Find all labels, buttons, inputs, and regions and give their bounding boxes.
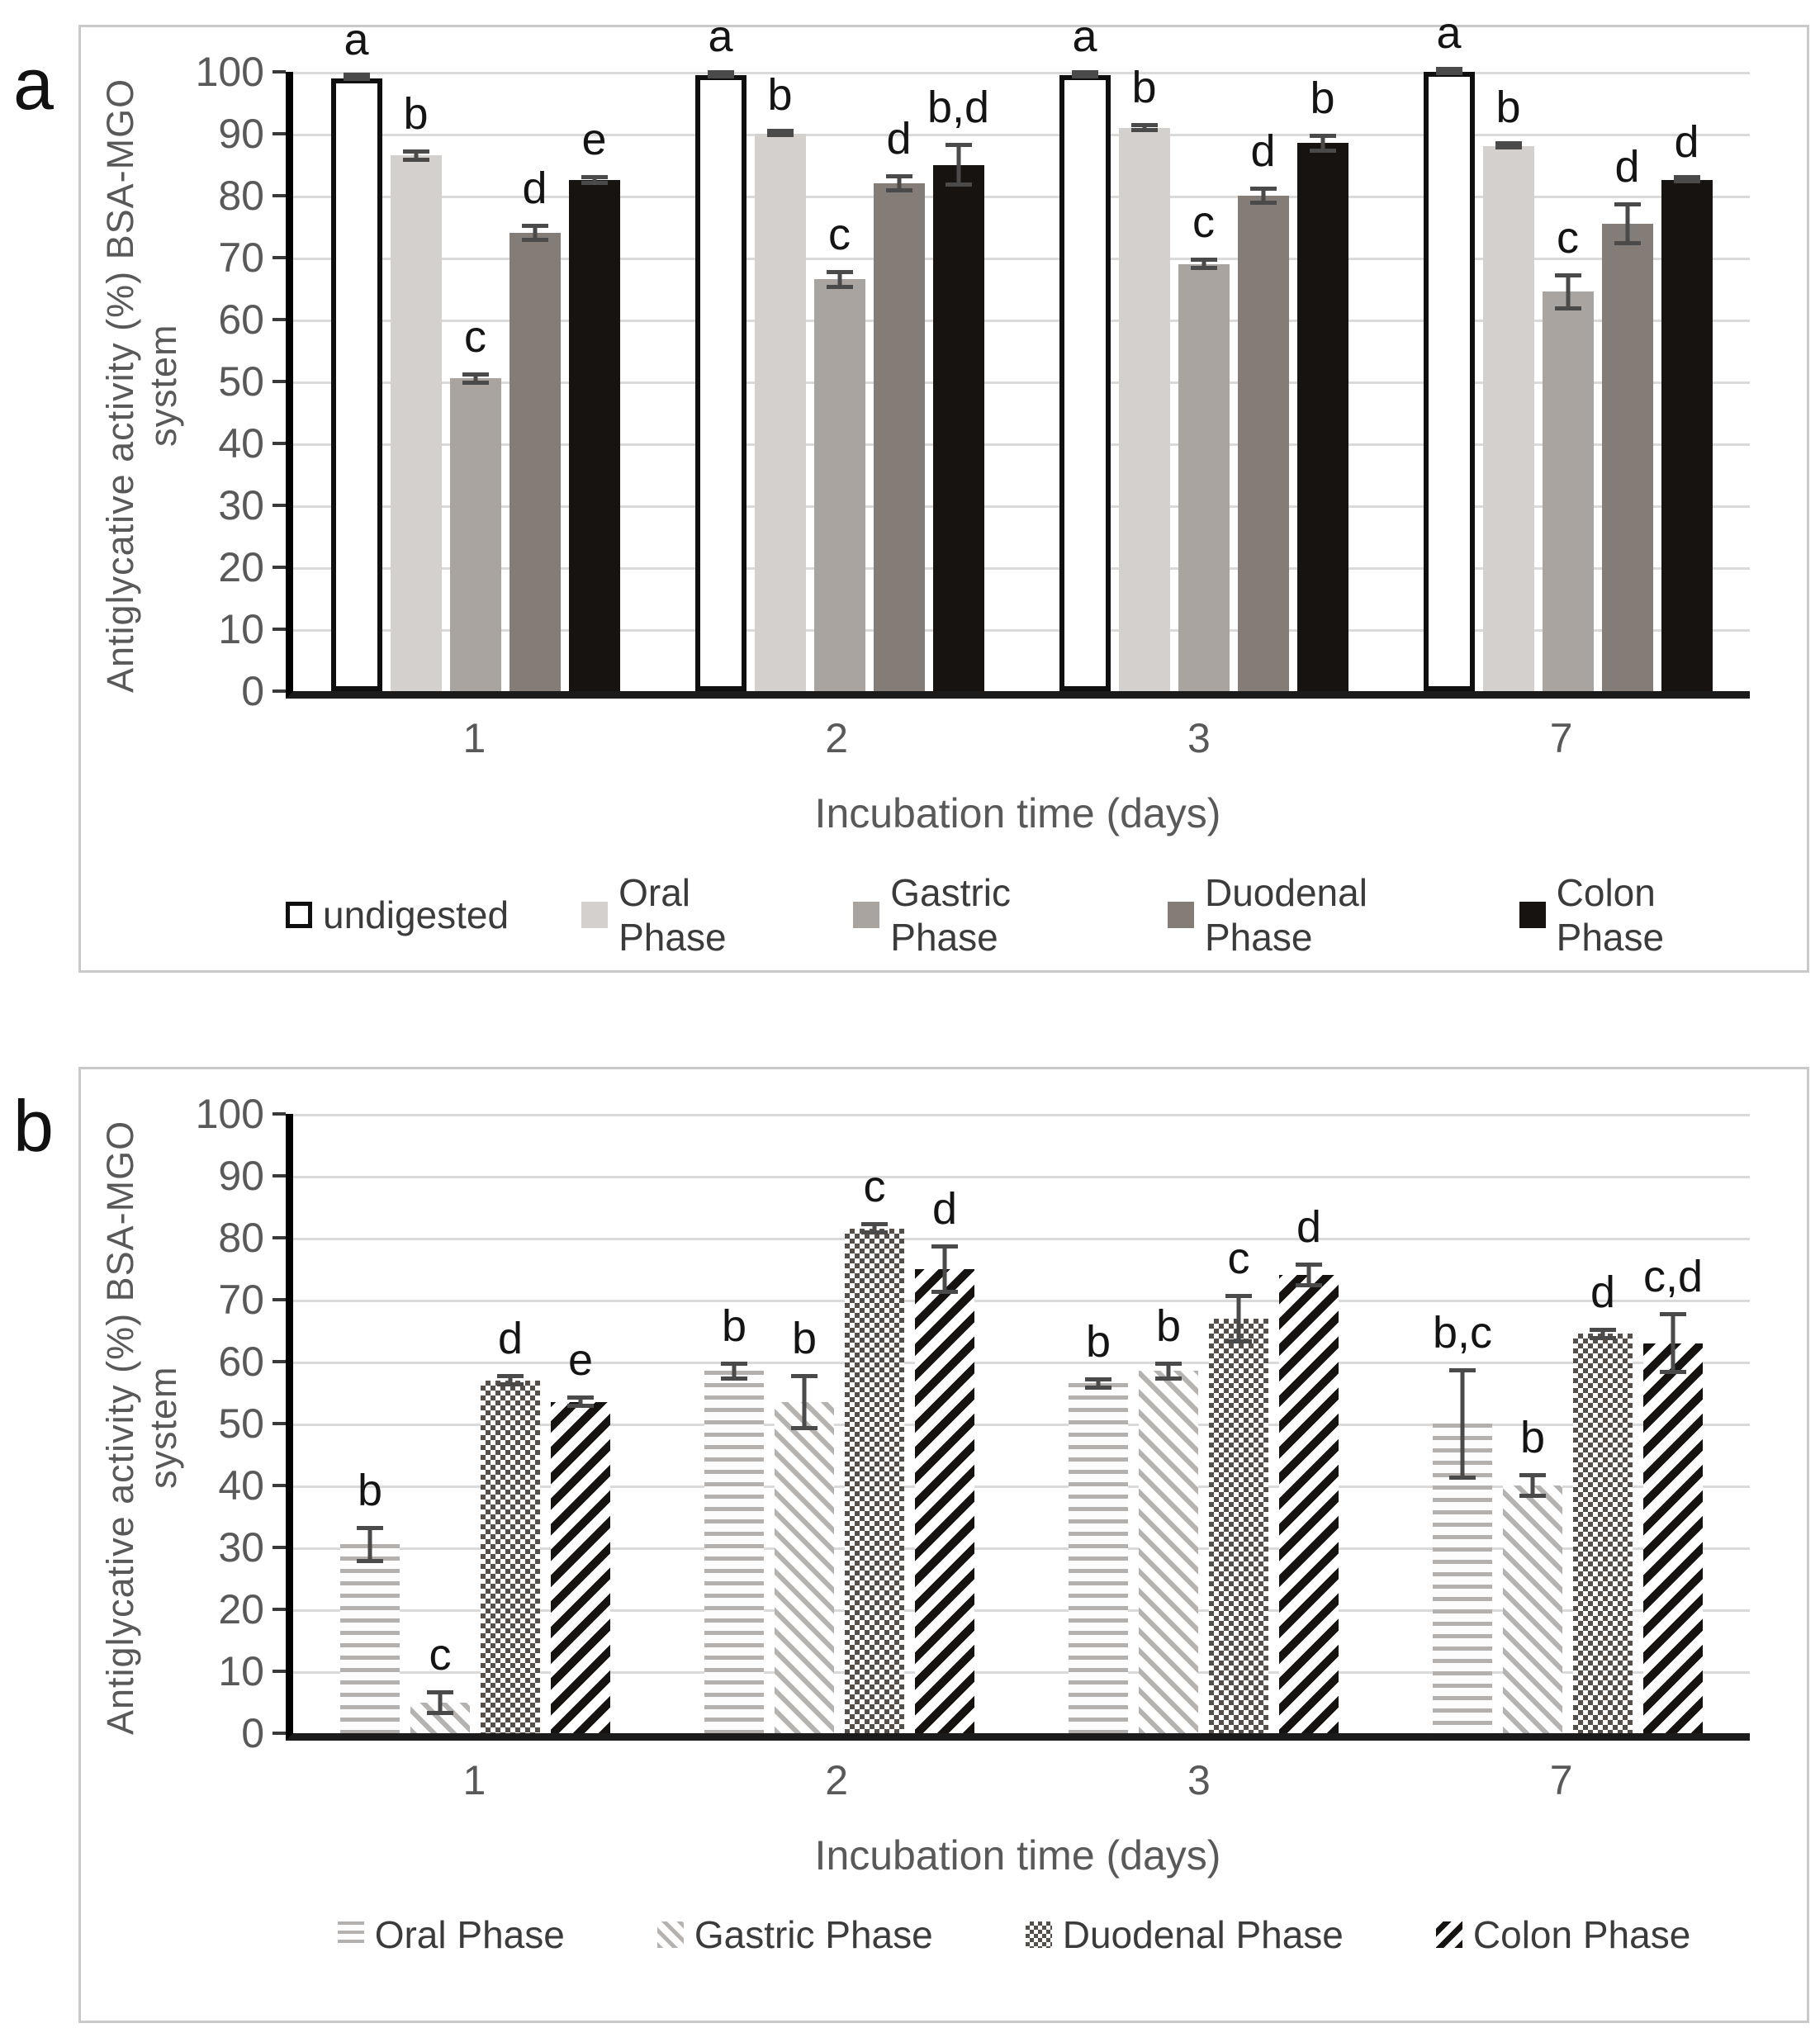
y-tick-mark bbox=[273, 318, 286, 321]
bar-gastric-phase bbox=[1139, 1371, 1198, 1733]
significance-letter: b bbox=[1519, 1413, 1546, 1462]
y-axis-b bbox=[175, 1091, 286, 1756]
bar-colon-phase bbox=[551, 1402, 610, 1733]
y-tick-mark bbox=[273, 1174, 286, 1177]
significance-letter: a bbox=[708, 12, 733, 61]
error-bar bbox=[1436, 67, 1462, 75]
error-bar bbox=[497, 1374, 524, 1386]
bar-slot bbox=[695, 12, 746, 691]
bar-group bbox=[1021, 1114, 1386, 1733]
y-tick-label: 30 bbox=[218, 1524, 264, 1571]
y-tick-label: 30 bbox=[218, 482, 264, 528]
y-axis-title-b: Antiglycative activity (%) BSA-MGO system bbox=[99, 1120, 184, 1736]
error-bar bbox=[344, 73, 370, 81]
bar-duodenal-phase bbox=[874, 183, 925, 691]
error-bar bbox=[1519, 1473, 1546, 1498]
error-bar bbox=[1225, 1294, 1252, 1343]
bar-group bbox=[1021, 12, 1386, 691]
y-tick-label: 10 bbox=[218, 606, 264, 652]
bar-slot bbox=[1139, 1114, 1198, 1733]
bar-slot bbox=[1433, 1114, 1492, 1733]
y-tick-mark bbox=[273, 1360, 286, 1363]
bar-slot bbox=[874, 72, 925, 691]
bar-slot bbox=[1543, 72, 1594, 691]
y-tick-label: 90 bbox=[218, 1153, 264, 1199]
bar-oral-phase bbox=[755, 134, 806, 691]
bar-gastric-phase bbox=[450, 378, 501, 691]
legend-label: Duodenal Phase bbox=[1205, 871, 1367, 959]
significance-letter: d bbox=[1674, 116, 1699, 167]
panel-b-label: b bbox=[13, 1085, 54, 1167]
bar-gastric-phase bbox=[814, 279, 865, 691]
significance-letter: a bbox=[1072, 12, 1097, 61]
legend-label: Duodenal Phase bbox=[1062, 1913, 1344, 1956]
x-category-label: 2 bbox=[825, 715, 849, 761]
bar-gastric-phase bbox=[1543, 291, 1594, 691]
error-bar bbox=[1614, 202, 1641, 246]
y-tick-label: 20 bbox=[218, 544, 264, 590]
bar-oral-phase bbox=[1119, 128, 1170, 692]
error-bar bbox=[708, 70, 734, 78]
legend-glyph-duodenal-phase bbox=[1026, 1921, 1052, 1948]
y-tick-label: 40 bbox=[218, 1462, 264, 1509]
bar-slot bbox=[340, 1114, 400, 1733]
y-tick-mark bbox=[273, 380, 286, 383]
legend-label: Colon Phase bbox=[1556, 871, 1665, 959]
bar-colon-phase bbox=[1643, 1343, 1703, 1734]
bar-gastric-phase bbox=[1503, 1485, 1562, 1733]
y-tick-label: 60 bbox=[218, 1339, 264, 1385]
bar-oral-phase bbox=[704, 1371, 764, 1733]
legend-item-oral-phase bbox=[338, 1912, 565, 1957]
significance-letter: c,d bbox=[1642, 1252, 1704, 1301]
y-tick-label: 70 bbox=[218, 1277, 264, 1323]
chart-a-area bbox=[81, 8, 1807, 960]
x-category-label: 1 bbox=[462, 1757, 486, 1803]
y-tick-mark bbox=[273, 1546, 286, 1549]
error-bar bbox=[1296, 1263, 1322, 1287]
bar-slot bbox=[450, 72, 501, 691]
bar-group bbox=[1386, 1114, 1750, 1733]
y-tick-mark bbox=[273, 132, 286, 135]
significance-letter: d bbox=[522, 163, 547, 213]
y-tick-label: 50 bbox=[218, 358, 264, 405]
y-tick-mark bbox=[273, 442, 286, 445]
legend-a bbox=[286, 870, 1742, 960]
legend-glyph-oral-phase bbox=[338, 1921, 364, 1948]
error-bar bbox=[1449, 1368, 1476, 1480]
significance-letter: b bbox=[1085, 1316, 1111, 1367]
significance-letter: c bbox=[1557, 212, 1579, 263]
bar-slot bbox=[1483, 72, 1534, 691]
x-category-label: 3 bbox=[1187, 1757, 1211, 1803]
bar-slot bbox=[1069, 1114, 1128, 1733]
significance-letter: b,d bbox=[927, 83, 990, 133]
y-tick-mark bbox=[273, 1236, 286, 1239]
x-axis-labels-b bbox=[293, 1741, 1742, 1820]
significance-letter: d bbox=[931, 1183, 958, 1234]
significance-letter: a bbox=[1436, 8, 1462, 59]
x-category-label: 7 bbox=[1549, 1757, 1573, 1803]
bar-slot bbox=[551, 1114, 610, 1733]
error-bar bbox=[861, 1222, 888, 1234]
error-bar bbox=[1191, 258, 1217, 270]
bar-slot bbox=[775, 1114, 834, 1733]
bar-duodenal-phase bbox=[1209, 1319, 1268, 1734]
error-bar bbox=[1555, 273, 1581, 310]
error-bar bbox=[827, 270, 853, 289]
bar-oral-phase bbox=[1069, 1383, 1128, 1733]
legend-label: Oral Phase bbox=[374, 1913, 565, 1956]
bar-slot bbox=[1279, 1114, 1339, 1733]
legend-item-duodenal-phase bbox=[1168, 870, 1447, 960]
significance-letter: a bbox=[344, 14, 369, 64]
y-tick-label: 0 bbox=[241, 1710, 264, 1756]
y-axis-a bbox=[175, 49, 286, 714]
y-tick-label: 90 bbox=[218, 111, 264, 157]
error-bar bbox=[1072, 70, 1098, 78]
y-tick-label: 50 bbox=[218, 1400, 264, 1447]
legend-glyph-colon-phase bbox=[1436, 1921, 1462, 1948]
bar-slot bbox=[1424, 8, 1475, 691]
error-bar bbox=[1310, 134, 1336, 153]
bar-undigested bbox=[695, 75, 746, 691]
error-bar bbox=[1660, 1312, 1686, 1374]
significance-letter: c bbox=[863, 1162, 886, 1212]
significance-letter: c bbox=[1192, 197, 1215, 247]
bar-group bbox=[293, 1114, 657, 1733]
y-tick-mark bbox=[273, 1732, 286, 1735]
y-axis-title-a: Antiglycative activity (%) BSA-MGO system bbox=[99, 78, 184, 694]
plot-area-a bbox=[286, 8, 1750, 699]
bar-duodenal-phase bbox=[845, 1229, 904, 1733]
y-tick-mark bbox=[273, 1298, 286, 1301]
x-category-label: 1 bbox=[462, 715, 486, 761]
y-tick-label: 70 bbox=[218, 235, 264, 281]
significance-letter: e bbox=[581, 115, 607, 165]
error-bar bbox=[721, 1362, 747, 1381]
significance-letter: d bbox=[1590, 1267, 1616, 1317]
legend-label: Colon Phase bbox=[1472, 1913, 1691, 1956]
bar-slot bbox=[755, 72, 806, 691]
bar-group bbox=[657, 1114, 1021, 1733]
bar-duodenal-phase bbox=[481, 1381, 540, 1734]
bar-colon-phase bbox=[933, 165, 984, 692]
y-tick-mark bbox=[273, 1608, 286, 1611]
error-bar bbox=[427, 1690, 453, 1715]
bar-slot bbox=[704, 1114, 764, 1733]
bar-colon-phase bbox=[1279, 1275, 1339, 1733]
significance-letter: b bbox=[1495, 83, 1521, 133]
bar-slot bbox=[331, 14, 382, 691]
bar-slot bbox=[569, 72, 620, 691]
bar-slot bbox=[1602, 72, 1653, 691]
y-tick-mark bbox=[273, 256, 286, 259]
y-tick-label: 100 bbox=[195, 1091, 264, 1137]
bar-duodenal-phase bbox=[510, 233, 561, 691]
legend-item-oral-phase bbox=[581, 870, 780, 960]
bar-slot bbox=[1209, 1114, 1268, 1733]
bar-slot bbox=[410, 1114, 470, 1733]
significance-letter: b bbox=[357, 1465, 383, 1515]
bar-colon-phase bbox=[1661, 180, 1713, 691]
panel-a-label: a bbox=[13, 43, 54, 125]
x-axis-labels-a bbox=[293, 699, 1742, 778]
significance-letter: b bbox=[1310, 73, 1335, 123]
y-tick-mark bbox=[273, 1112, 286, 1116]
error-bar bbox=[1250, 187, 1277, 206]
y-tick-mark bbox=[273, 1484, 286, 1487]
y-tick-mark bbox=[273, 70, 286, 73]
significance-letter: b bbox=[403, 88, 429, 139]
bar-duodenal-phase bbox=[1573, 1334, 1633, 1733]
error-bar bbox=[462, 372, 489, 385]
bar-slot bbox=[1059, 12, 1111, 691]
x-category-label: 2 bbox=[825, 1757, 849, 1803]
bar-group bbox=[657, 12, 1021, 691]
significance-letter: c bbox=[429, 1629, 452, 1680]
error-bar bbox=[1590, 1328, 1616, 1340]
significance-letter: d bbox=[497, 1314, 524, 1363]
bar-gastric-phase bbox=[775, 1402, 834, 1733]
y-tick-label: 100 bbox=[195, 49, 264, 95]
significance-letter: e bbox=[567, 1335, 594, 1386]
bar-slot bbox=[915, 1114, 974, 1733]
y-tick-label: 80 bbox=[218, 1215, 264, 1261]
y-tick-mark bbox=[273, 566, 286, 569]
y-tick-label: 0 bbox=[241, 668, 264, 714]
significance-letter: b bbox=[1155, 1301, 1182, 1351]
bar-undigested bbox=[331, 78, 382, 692]
error-bar bbox=[1155, 1362, 1182, 1381]
error-bar bbox=[767, 129, 794, 137]
legend-item-gastric-phase bbox=[657, 1912, 933, 1957]
bar-group bbox=[1386, 8, 1750, 691]
bar-colon-phase bbox=[1297, 143, 1348, 691]
y-tick-mark bbox=[273, 1422, 286, 1425]
bar-slot bbox=[1643, 1114, 1703, 1733]
error-bar bbox=[1085, 1377, 1111, 1390]
bar-undigested bbox=[1424, 72, 1475, 691]
legend-item-gastric-phase bbox=[853, 870, 1095, 960]
bar-gastric-phase bbox=[1178, 264, 1230, 692]
error-bar bbox=[522, 224, 548, 243]
bar-colon-phase bbox=[569, 180, 620, 691]
significance-letter: c bbox=[1227, 1233, 1250, 1283]
error-bar bbox=[931, 1244, 958, 1294]
y-tick-mark bbox=[273, 504, 286, 507]
legend-b bbox=[286, 1912, 1742, 1957]
x-category-label: 7 bbox=[1549, 715, 1573, 761]
legend-item-colon-phase bbox=[1436, 1912, 1690, 1957]
bar-duodenal-phase bbox=[1238, 196, 1289, 691]
bar-undigested bbox=[1059, 75, 1111, 691]
x-category-label: 3 bbox=[1187, 715, 1211, 761]
y-tick-mark bbox=[273, 689, 286, 693]
bar-oral-phase bbox=[1483, 146, 1534, 691]
significance-letter: d bbox=[1614, 141, 1640, 192]
bar-slot bbox=[1297, 72, 1348, 691]
legend-label: Gastric Phase bbox=[694, 1913, 933, 1956]
error-bar bbox=[403, 149, 429, 162]
significance-letter: d bbox=[1250, 126, 1276, 176]
error-bar bbox=[1674, 175, 1700, 183]
bar-oral-phase bbox=[340, 1544, 400, 1733]
y-tick-mark bbox=[273, 194, 286, 197]
legend-glyph-gastric-phase bbox=[853, 902, 879, 928]
error-bar bbox=[357, 1526, 383, 1563]
bar-slot bbox=[1238, 72, 1289, 691]
bar-slot bbox=[845, 1114, 904, 1733]
plot-column-b bbox=[286, 1114, 1742, 1957]
error-bar bbox=[791, 1374, 818, 1430]
error-bar bbox=[946, 143, 972, 187]
legend-label: Gastric Phase bbox=[890, 871, 1011, 959]
legend-glyph-oral-phase bbox=[581, 902, 608, 928]
plot-area-b bbox=[286, 1114, 1750, 1741]
y-tick-mark bbox=[273, 628, 286, 631]
bar-slot bbox=[814, 72, 865, 691]
bar-slot bbox=[1503, 1114, 1562, 1733]
significance-letter: b,c bbox=[1432, 1307, 1493, 1358]
legend-item-undigested bbox=[286, 893, 509, 937]
legend-glyph-undigested bbox=[286, 902, 312, 928]
error-bar bbox=[581, 175, 608, 185]
bar-slot bbox=[927, 72, 990, 691]
legend-glyph-gastric-phase bbox=[657, 1921, 684, 1948]
legend-glyph-duodenal-phase bbox=[1168, 902, 1194, 928]
bar-duodenal-phase bbox=[1602, 224, 1653, 691]
significance-letter: d bbox=[886, 113, 912, 163]
y-tick-mark bbox=[273, 1670, 286, 1673]
bar-slot bbox=[510, 72, 561, 691]
legend-glyph-colon-phase bbox=[1519, 902, 1546, 928]
bar-slot bbox=[1178, 72, 1230, 691]
y-tick-label: 40 bbox=[218, 420, 264, 467]
significance-letter: c bbox=[828, 210, 851, 259]
significance-letter: b bbox=[721, 1301, 747, 1351]
significance-letter: b bbox=[791, 1314, 818, 1363]
bar-colon-phase bbox=[915, 1269, 974, 1734]
bar-slot bbox=[1119, 63, 1170, 691]
y-tick-label: 60 bbox=[218, 296, 264, 343]
y-tick-label: 10 bbox=[218, 1648, 264, 1694]
figure-panel-b bbox=[78, 1067, 1809, 2023]
error-bar bbox=[1131, 123, 1158, 132]
plot-column-a bbox=[286, 8, 1742, 960]
error-bar bbox=[567, 1395, 594, 1408]
bar-slot bbox=[391, 72, 442, 691]
chart-b-area bbox=[81, 1069, 1807, 1957]
figure-panel-a bbox=[78, 8, 1809, 973]
bar-slot bbox=[1573, 1114, 1633, 1733]
legend-label: undigested bbox=[323, 893, 510, 936]
y-tick-label: 80 bbox=[218, 173, 264, 219]
bar-oral-phase bbox=[391, 155, 442, 691]
significance-letter: c bbox=[464, 311, 486, 362]
bar-slot bbox=[1661, 72, 1713, 691]
bar-group bbox=[293, 14, 657, 691]
error-bar bbox=[886, 174, 912, 193]
legend-item-colon-phase bbox=[1519, 870, 1742, 960]
y-tick-label: 20 bbox=[218, 1586, 264, 1632]
significance-letter: b bbox=[767, 70, 793, 121]
bar-slot bbox=[481, 1114, 540, 1733]
x-axis-title-a: Incubation time (days) bbox=[814, 790, 1221, 836]
significance-letter: b bbox=[1131, 63, 1157, 113]
legend-label: Oral Phase bbox=[619, 871, 727, 959]
x-axis-title-b: Incubation time (days) bbox=[814, 1832, 1221, 1879]
error-bar bbox=[1495, 141, 1522, 149]
legend-item-duodenal-phase bbox=[1026, 1912, 1344, 1957]
significance-letter: d bbox=[1296, 1202, 1322, 1252]
